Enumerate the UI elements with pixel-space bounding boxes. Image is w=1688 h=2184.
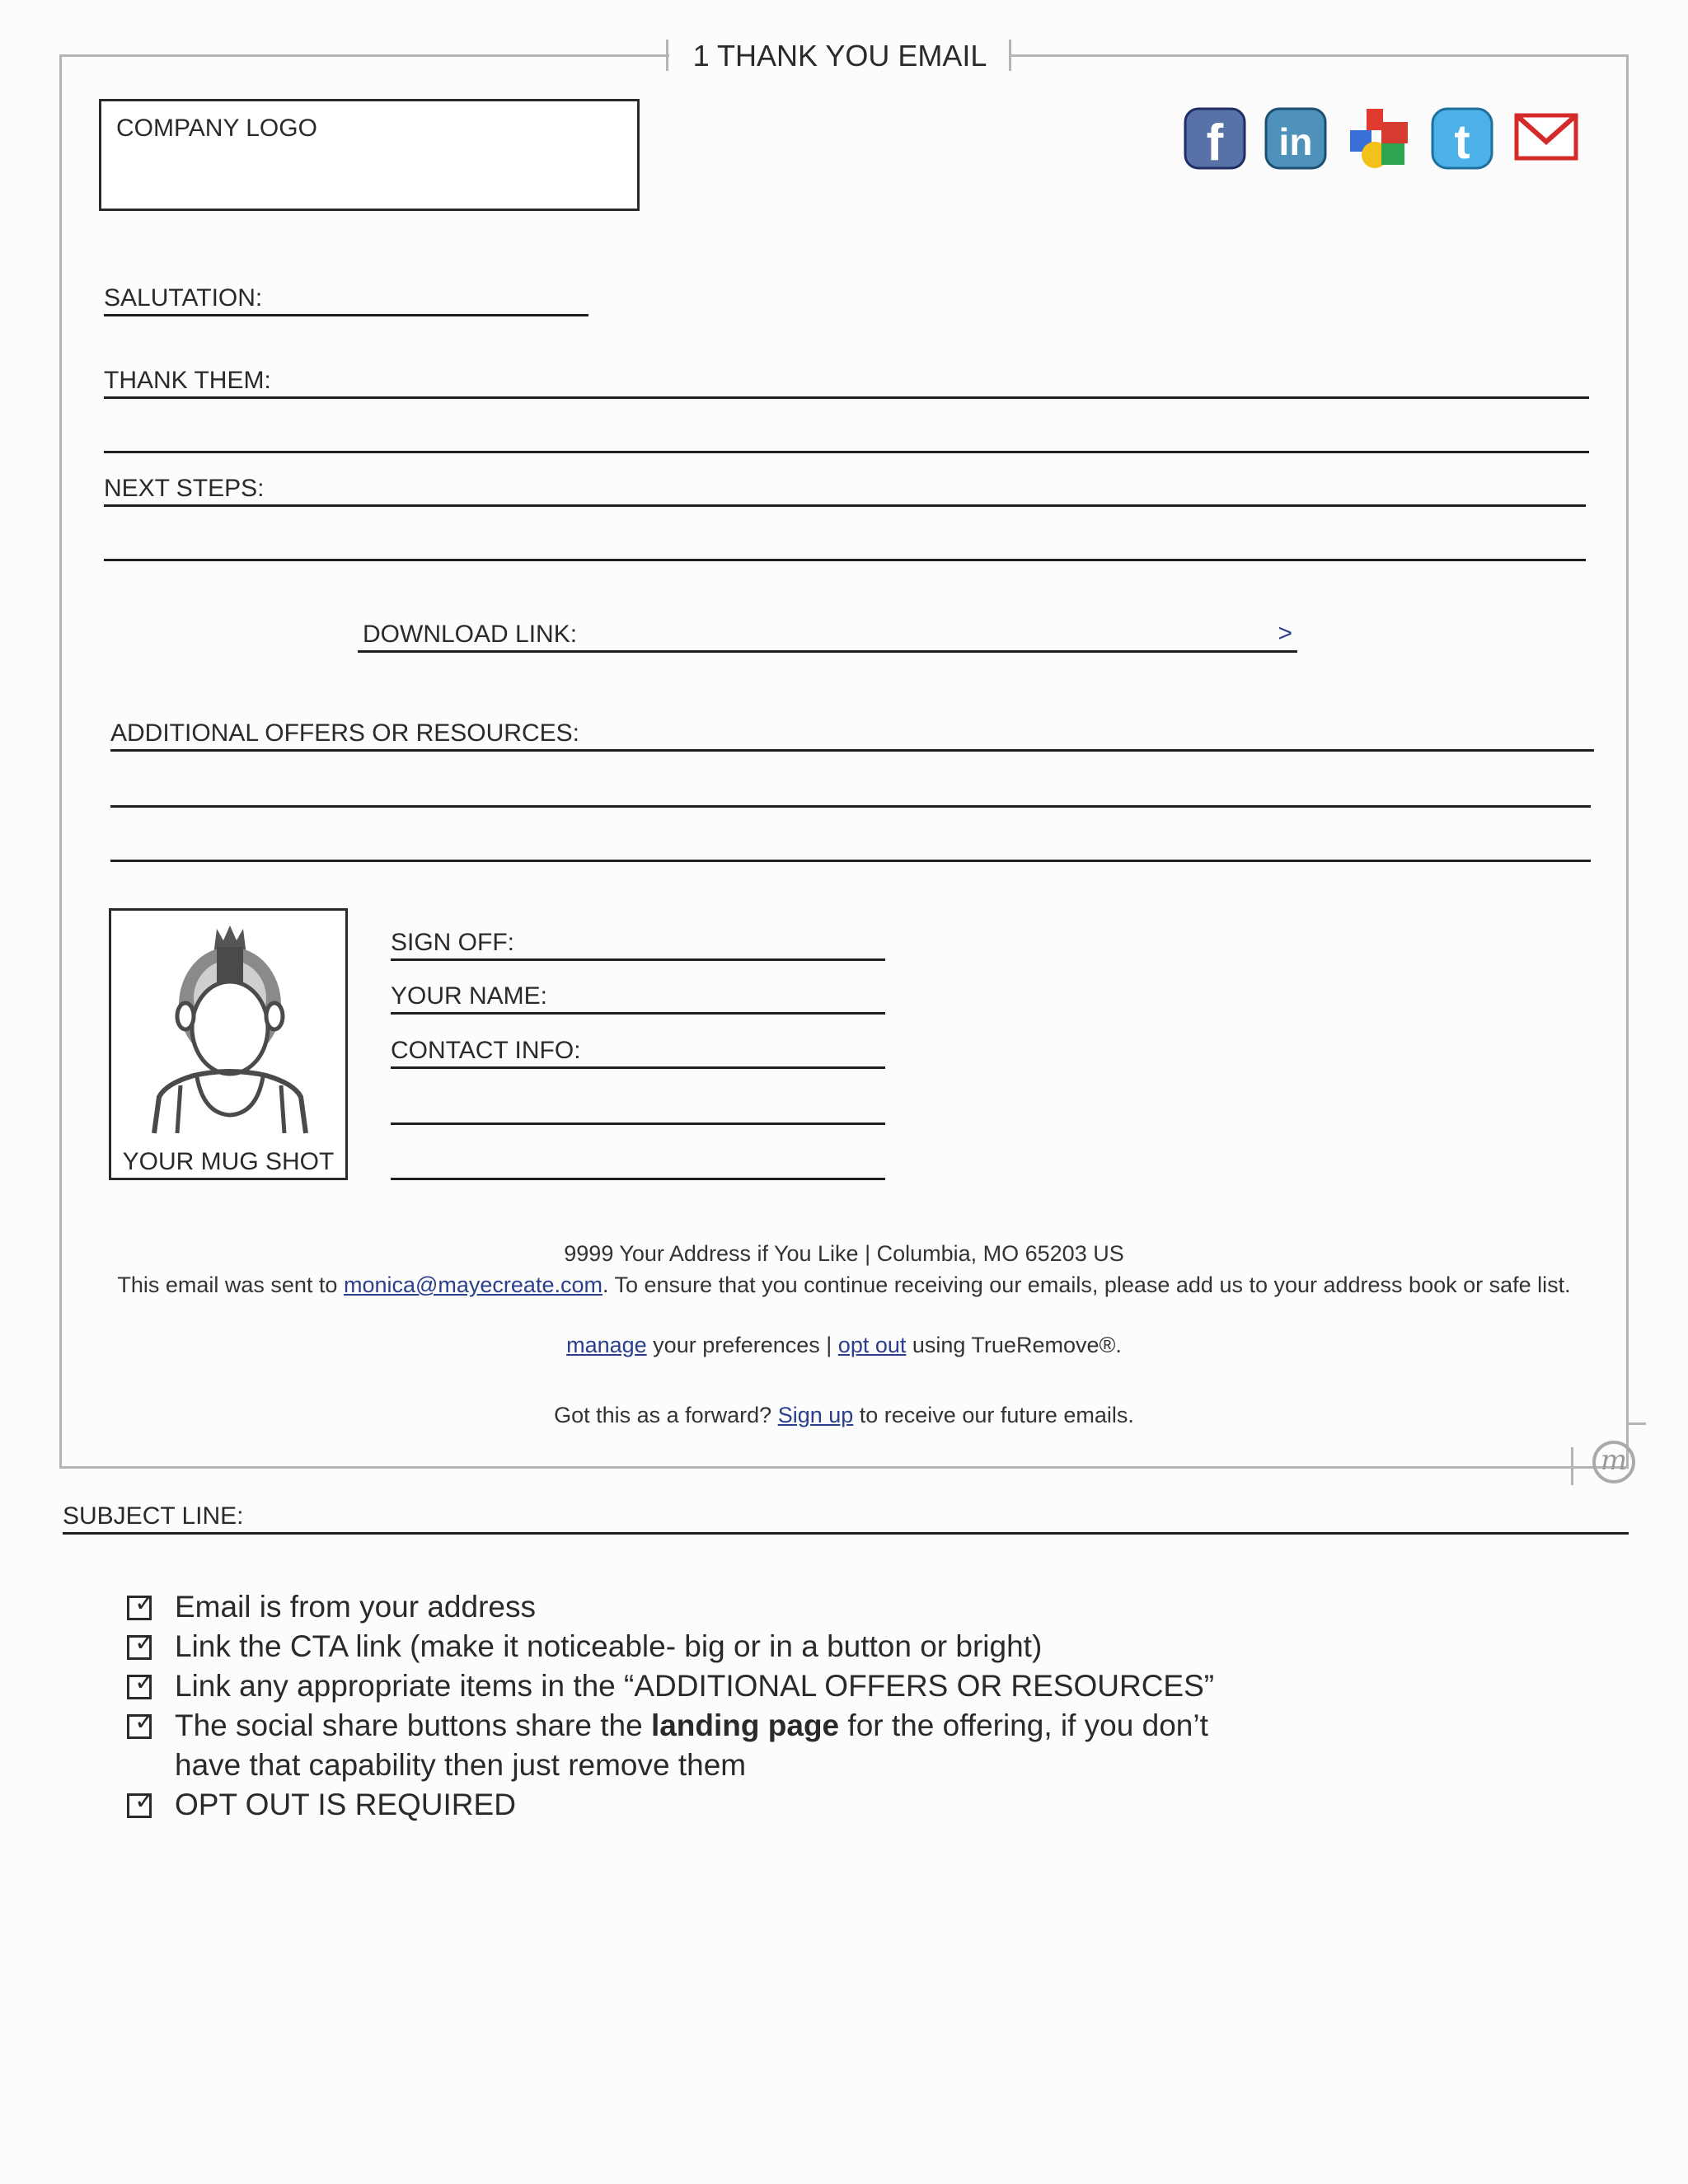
sent-to-email-link[interactable]: monica@mayecreate.com	[343, 1272, 603, 1297]
checklist-item: ✓ Link the CTA link (make it noticeable- big or in a button or bright)	[124, 1627, 1246, 1666]
additional-offers-field[interactable]	[110, 719, 1594, 752]
next-steps-line-2[interactable]	[104, 559, 1586, 561]
checkbox-checked-icon[interactable]: ✓	[127, 1675, 152, 1699]
salutation-label: SALUTATION:	[104, 284, 263, 312]
forward-prefix: Got this as a forward?	[554, 1403, 778, 1427]
thank-them-label: THANK THEM:	[104, 367, 271, 394]
contact-info-line-2[interactable]	[391, 1122, 885, 1125]
google-plus-icon[interactable]	[1345, 105, 1411, 171]
mug-shot-placeholder	[109, 908, 348, 1180]
gmail-icon[interactable]	[1512, 105, 1581, 171]
checkbox-checked-icon[interactable]: ✓	[127, 1793, 152, 1818]
subject-line-field[interactable]	[63, 1502, 1629, 1535]
frame-corner-tick-bottom	[1571, 1447, 1573, 1485]
contact-info-label: CONTACT INFO:	[391, 1037, 581, 1064]
next-steps-field[interactable]	[104, 474, 1586, 507]
linkedin-icon[interactable]	[1263, 105, 1329, 171]
checklist-item: ✓ The social share buttons share the landing page for the offering, if you don’t have that capability then just remove them	[124, 1706, 1246, 1785]
your-name-field[interactable]	[391, 982, 885, 1015]
checklist-item: ✓ Link any appropriate items in the “ADDITIONAL OFFERS OR RESOURCES”	[124, 1666, 1246, 1706]
footer-address: 9999 Your Address if You Like | Columbia, MO 65203 US	[564, 1241, 1124, 1266]
thank-them-line-2[interactable]	[104, 451, 1589, 453]
salutation-field[interactable]	[104, 284, 588, 316]
frame-corner-tick	[1626, 1422, 1646, 1425]
subject-line-label: SUBJECT LINE:	[63, 1502, 244, 1530]
using-text: using TrueRemove®.	[906, 1333, 1122, 1357]
email-title: 1 THANK YOU EMAIL	[692, 39, 987, 73]
additional-offers-line-2[interactable]	[110, 805, 1591, 808]
additional-offers-line-3[interactable]	[110, 860, 1591, 862]
checklist	[124, 1587, 1246, 1825]
company-logo-placeholder	[99, 99, 640, 211]
footer-preferences	[82, 1333, 1606, 1358]
svg-text:t: t	[1454, 115, 1470, 169]
forward-suffix: to receive our future emails.	[853, 1403, 1134, 1427]
checklist-item: ✓ Email is from your address	[124, 1587, 1246, 1627]
sign-up-link[interactable]: Sign up	[777, 1403, 854, 1427]
svg-text:f: f	[1206, 115, 1224, 171]
avatar-icon	[144, 922, 317, 1137]
facebook-icon[interactable]	[1182, 105, 1248, 171]
contact-info-line-3[interactable]	[391, 1178, 885, 1180]
additional-offers-label: ADDITIONAL OFFERS OR RESOURCES:	[110, 719, 579, 747]
brand-mark-icon: m	[1592, 1441, 1635, 1483]
twitter-icon[interactable]	[1429, 105, 1495, 171]
download-arrow-icon[interactable]: >	[1278, 620, 1292, 647]
checkbox-checked-icon[interactable]: ✓	[127, 1714, 152, 1739]
preferences-text: your preferences |	[646, 1333, 838, 1357]
mug-shot-label: YOUR MUG SHOT	[122, 1148, 335, 1175]
sent-to-suffix: . To ensure that you continue receiving our emails, please add us to your address book or safe list.	[602, 1272, 1571, 1297]
checkbox-checked-icon[interactable]: ✓	[127, 1596, 152, 1620]
next-steps-label: NEXT STEPS:	[104, 475, 265, 502]
sign-off-label: SIGN OFF:	[391, 929, 514, 956]
thank-them-field[interactable]	[104, 366, 1589, 399]
sent-to-prefix: This email was sent to	[117, 1272, 344, 1297]
footer-forward	[82, 1403, 1606, 1428]
contact-info-field[interactable]	[391, 1036, 885, 1069]
title-tick-left	[666, 40, 668, 71]
manage-link[interactable]: manage	[566, 1333, 647, 1357]
svg-text:in: in	[1278, 120, 1313, 163]
your-name-label: YOUR NAME:	[391, 982, 548, 1010]
footer-sent-to	[82, 1272, 1606, 1298]
checklist-item: ✓ OPT OUT IS REQUIRED	[124, 1785, 1246, 1825]
checkbox-checked-icon[interactable]: ✓	[127, 1635, 152, 1660]
company-logo-label: COMPANY LOGO	[116, 115, 317, 142]
opt-out-link[interactable]: opt out	[837, 1333, 907, 1357]
download-link-label: DOWNLOAD LINK:	[363, 621, 578, 648]
download-link-field[interactable]	[358, 620, 1297, 653]
sign-off-field[interactable]	[391, 928, 885, 961]
